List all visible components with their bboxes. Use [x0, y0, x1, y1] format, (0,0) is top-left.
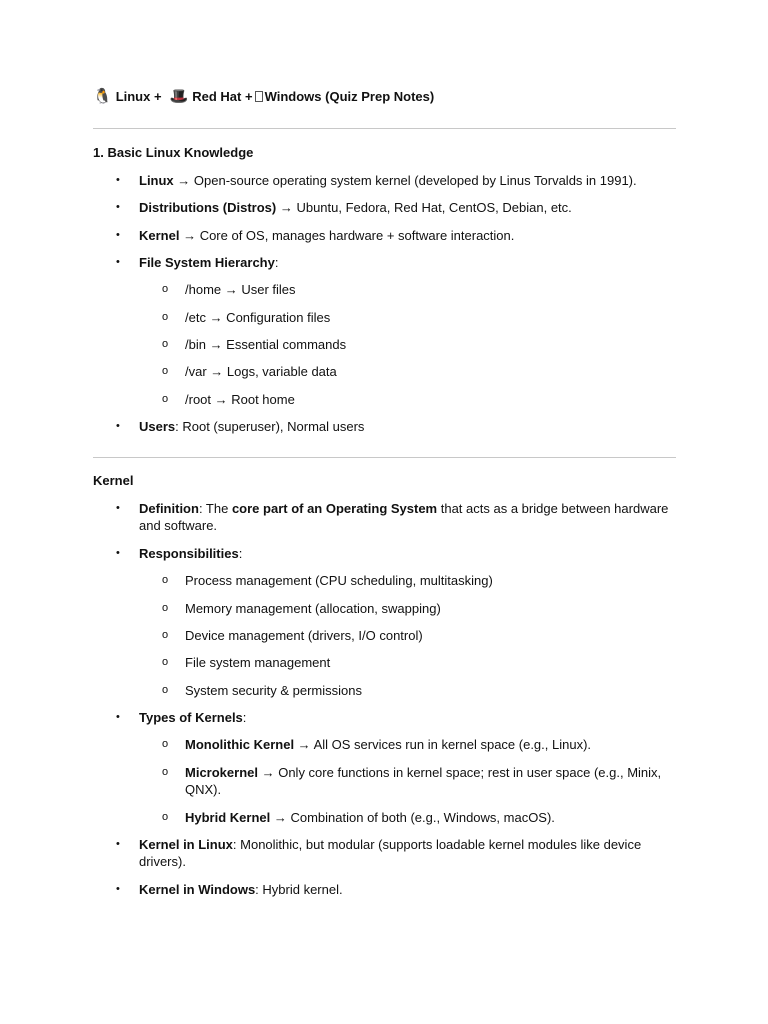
sub-bullet: o [162, 283, 169, 295]
item-text: → Open-source operating system kernel (developed by Linus Torvalds in 1991). [173, 173, 637, 188]
item-text: : [242, 710, 247, 725]
title-text-windows: Windows (Quiz Prep Notes) [264, 89, 435, 104]
sub-bullet: o [162, 656, 169, 668]
sub-list-item [162, 572, 676, 589]
item-text: Memory management (allocation, swapping) [185, 601, 441, 616]
item-label: Kernel [139, 228, 180, 243]
list-item-kernel-in-windows [116, 881, 676, 898]
item-text: → Ubuntu, Fedora, Red Hat, CentOS, Debian, etc. [276, 200, 572, 215]
list-item-distros [116, 199, 676, 216]
list-item-kernel-in-linux [116, 836, 676, 870]
sub-bullet: o [162, 738, 169, 750]
item-text: → Core of OS, manages hardware + software interaction. [179, 228, 515, 243]
item-label: Kernel in Windows [139, 882, 256, 897]
sub-bullet: o [162, 393, 169, 405]
sub-list-item [162, 809, 676, 826]
bullet: • [116, 201, 120, 213]
list-item-file-system [116, 254, 676, 271]
item-label: Definition [139, 501, 199, 516]
item-text: : [274, 255, 279, 270]
list-item-definition [116, 500, 676, 534]
title-text-redhat: Red Hat + [192, 89, 253, 104]
list-item-responsibilities [116, 545, 676, 562]
item-label: Hybrid Kernel [185, 810, 271, 825]
item-text: System security & permissions [185, 683, 362, 698]
item-text: : The [198, 501, 232, 516]
item-label: Kernel in Linux [139, 837, 233, 852]
item-label: Responsibilities [139, 546, 239, 561]
bullet: • [116, 174, 120, 186]
item-emphasis: core part of an Operating System [231, 501, 438, 516]
top-hat-icon: 🎩 [169, 88, 189, 105]
section-heading-basic-linux: 1. Basic Linux Knowledge [93, 145, 254, 160]
item-text: that acts as a bridge between hardware and software. [139, 501, 669, 533]
sub-list-item [162, 336, 676, 353]
sub-list-item [162, 682, 676, 699]
bullet: • [116, 711, 120, 723]
sub-bullet: o [162, 311, 169, 323]
item-text: : [238, 546, 243, 561]
divider [93, 457, 676, 458]
sub-list-item [162, 736, 676, 753]
item-text: : Root (superuser), Normal users [175, 419, 365, 434]
title-text-linux: Linux + [115, 89, 162, 104]
list-item-kernel [116, 227, 676, 244]
sub-list-item [162, 627, 676, 644]
sub-list-item [162, 363, 676, 380]
item-label: Types of Kernels [139, 710, 243, 725]
item-label: Microkernel [185, 765, 258, 780]
sub-bullet: o [162, 684, 169, 696]
sub-list-item [162, 764, 676, 798]
list-item-users [116, 418, 676, 435]
item-text: /bin → Essential commands [185, 337, 347, 352]
item-text: → All OS services run in kernel space (e.g., Linux). [294, 737, 592, 752]
section-heading-kernel: Kernel [93, 473, 134, 488]
sub-bullet: o [162, 365, 169, 377]
sub-list-item [162, 600, 676, 617]
penguin-icon: 🐧 [93, 88, 112, 105]
list-item-linux [116, 172, 676, 189]
item-label: File System Hierarchy [139, 255, 275, 270]
item-label: Distributions (Distros) [139, 200, 277, 215]
bullet: • [116, 502, 120, 514]
bullet: • [116, 838, 120, 850]
sub-list-item [162, 309, 676, 326]
missing-glyph-icon [255, 91, 263, 102]
sub-bullet: o [162, 602, 169, 614]
sub-list-item [162, 281, 676, 298]
sub-bullet: o [162, 338, 169, 350]
item-text: /root → Root home [185, 392, 295, 407]
item-text: → Combination of both (e.g., Windows, macOS). [270, 810, 555, 825]
bullet: • [116, 256, 120, 268]
divider [93, 128, 676, 129]
item-text: Process management (CPU scheduling, multitasking) [185, 573, 493, 588]
item-text: /etc → Configuration files [185, 310, 331, 325]
item-text: /var → Logs, variable data [185, 364, 337, 379]
sub-list-item [162, 391, 676, 408]
list-item-types-of-kernels [116, 709, 676, 726]
item-text: File system management [185, 655, 331, 670]
item-label: Linux [139, 173, 174, 188]
item-text: : Hybrid kernel. [255, 882, 343, 897]
bullet: • [116, 883, 120, 895]
item-text: : Monolithic, but modular (supports loadable kernel modules like device drivers). [139, 837, 642, 869]
sub-bullet: o [162, 766, 169, 778]
item-label: Monolithic Kernel [185, 737, 295, 752]
sub-bullet: o [162, 811, 169, 823]
item-text: → Only core functions in kernel space; rest in user space (e.g., Minix, QNX). [185, 765, 662, 797]
page-title [93, 88, 434, 105]
item-text: /home → User files [185, 282, 296, 297]
bullet: • [116, 229, 120, 241]
item-text: Device management (drivers, I/O control) [185, 628, 423, 643]
bullet: • [116, 420, 120, 432]
item-label: Users [139, 419, 176, 434]
sub-bullet: o [162, 574, 169, 586]
sub-list-item [162, 654, 676, 671]
sub-bullet: o [162, 629, 169, 641]
bullet: • [116, 547, 120, 559]
